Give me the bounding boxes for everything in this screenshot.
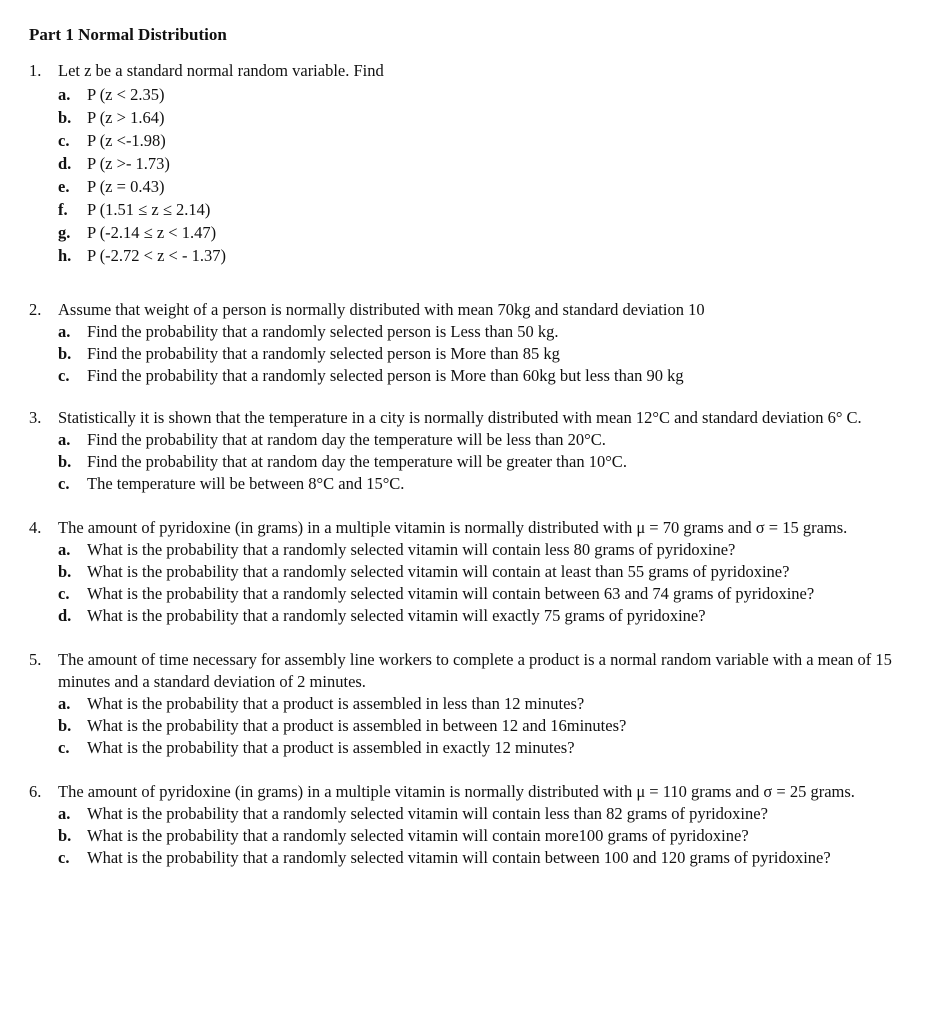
question-1 — [29, 60, 919, 267]
sub-letter: f. — [58, 200, 68, 219]
question-2 — [29, 299, 919, 387]
sub-question — [58, 561, 919, 583]
sub-letter: c. — [58, 584, 70, 603]
sub-text: P (-2.14 ≤ z < 1.47) — [87, 223, 217, 242]
sub-question — [58, 693, 919, 715]
sub-text: P (z > 1.64) — [87, 108, 165, 127]
question-text: Let z be a standard normal random variable. Find — [58, 61, 384, 80]
sub-question — [58, 152, 919, 175]
sub-letter: b. — [58, 344, 72, 363]
sub-letter: b. — [58, 562, 72, 581]
sub-question-list — [58, 693, 919, 759]
sub-letter: a. — [58, 694, 71, 713]
sub-text: What is the probability that a randomly selected vitamin will contain less than 82 grams of pyridoxine? — [87, 804, 768, 823]
sub-question-list — [58, 429, 919, 495]
sub-letter: a. — [58, 804, 71, 823]
question-number: 6. — [29, 782, 42, 801]
sub-text: What is the probability that a randomly selected vitamin will contain more100 grams of pyridoxine? — [87, 826, 749, 845]
sub-letter: d. — [58, 154, 72, 173]
sub-letter: g. — [58, 223, 71, 242]
sub-question — [58, 429, 919, 451]
sub-question — [58, 321, 919, 343]
question-text: The amount of pyridoxine (in grams) in a multiple vitamin is normally distributed with μ = 70 grams and σ = 15 grams. — [58, 518, 848, 537]
sub-letter: c. — [58, 131, 70, 150]
sub-text: Find the probability that a randomly selected person is Less than 50 kg. — [87, 322, 559, 341]
sub-letter: h. — [58, 246, 72, 265]
sub-text: Find the probability that at random day the temperature will be greater than 10°C. — [87, 452, 627, 471]
sub-question — [58, 83, 919, 106]
question-4 — [29, 517, 919, 627]
sub-text: What is the probability that a randomly selected vitamin will exactly 75 grams of pyridoxine? — [87, 606, 706, 625]
question-number: 3. — [29, 408, 42, 427]
sub-question — [58, 198, 919, 221]
sub-text: P (z >- 1.73) — [87, 154, 170, 173]
question-text: The amount of pyridoxine (in grams) in a multiple vitamin is normally distributed with μ = 110 grams and σ = 25 grams. — [58, 782, 855, 801]
sub-question-list — [58, 803, 919, 869]
sub-letter: a. — [58, 322, 71, 341]
sub-letter: a. — [58, 85, 71, 104]
question-number: 5. — [29, 650, 42, 669]
sub-text: What is the probability that a product is assembled in exactly 12 minutes? — [87, 738, 575, 757]
sub-question — [58, 343, 919, 365]
sub-question — [58, 451, 919, 473]
sub-text: What is the probability that a randomly selected vitamin will contain less 80 grams of pyridoxine? — [87, 540, 736, 559]
sub-text: P (z = 0.43) — [87, 177, 165, 196]
question-6 — [29, 781, 919, 869]
sub-question-list — [58, 321, 919, 387]
sub-text: P (z <-1.98) — [87, 131, 166, 150]
sub-question — [58, 175, 919, 198]
sub-text: What is the probability that a randomly selected vitamin will contain at least than 55 grams of pyridoxine? — [87, 562, 790, 581]
sub-question — [58, 605, 919, 627]
question-text: Assume that weight of a person is normally distributed with mean 70kg and standard deviation 10 — [58, 300, 705, 319]
question-3 — [29, 407, 919, 495]
sub-text: Find the probability that at random day the temperature will be less than 20°C. — [87, 430, 606, 449]
sub-question — [58, 129, 919, 152]
sub-question — [58, 715, 919, 737]
sub-question — [58, 825, 919, 847]
sub-text: What is the probability that a randomly selected vitamin will contain between 100 and 120 grams of pyridoxine? — [87, 848, 831, 867]
sub-letter: b. — [58, 716, 72, 735]
question-number: 2. — [29, 300, 42, 319]
sub-text: What is the probability that a product is assembled in between 12 and 16minutes? — [87, 716, 627, 735]
sub-letter: a. — [58, 540, 71, 559]
sub-question — [58, 244, 919, 267]
sub-question — [58, 221, 919, 244]
sub-question — [58, 737, 919, 759]
sub-question — [58, 583, 919, 605]
question-text: The amount of time necessary for assembly line workers to complete a product is a normal random variable with a mean of 15 minutes and a standard deviation of 2 minutes. — [58, 650, 892, 691]
sub-letter: c. — [58, 366, 70, 385]
page-title: Part 1 Normal Distribution — [29, 25, 227, 44]
question-text: Statistically it is shown that the temperature in a city is normally distributed with mean 12°C and standard deviation 6° C. — [58, 408, 862, 427]
sub-letter: a. — [58, 430, 71, 449]
question-number: 4. — [29, 518, 42, 537]
sub-text: What is the probability that a product is assembled in less than 12 minutes? — [87, 694, 585, 713]
sub-letter: b. — [58, 108, 72, 127]
sub-text: Find the probability that a randomly selected person is More than 85 kg — [87, 344, 560, 363]
sub-text: What is the probability that a randomly selected vitamin will contain between 63 and 74 grams of pyridoxine? — [87, 584, 815, 603]
sub-letter: c. — [58, 738, 70, 757]
sub-letter: d. — [58, 606, 72, 625]
sub-question — [58, 847, 919, 869]
sub-question-list — [58, 83, 919, 267]
document-page — [29, 24, 919, 869]
sub-question — [58, 106, 919, 129]
sub-text: The temperature will be between 8°C and 15°C. — [87, 474, 405, 493]
sub-text: P (-2.72 < z < - 1.37) — [87, 246, 226, 265]
question-number: 1. — [29, 61, 42, 80]
sub-text: P (1.51 ≤ z ≤ 2.14) — [87, 200, 211, 219]
sub-question-list — [58, 539, 919, 627]
sub-question — [58, 803, 919, 825]
sub-letter: b. — [58, 826, 72, 845]
sub-question — [58, 473, 919, 495]
sub-text: P (z < 2.35) — [87, 85, 165, 104]
question-5 — [29, 649, 919, 759]
sub-letter: e. — [58, 177, 70, 196]
sub-text: Find the probability that a randomly selected person is More than 60kg but less than 90 kg — [87, 366, 684, 385]
sub-question — [58, 365, 919, 387]
sub-question — [58, 539, 919, 561]
sub-letter: b. — [58, 452, 72, 471]
sub-letter: c. — [58, 474, 70, 493]
sub-letter: c. — [58, 848, 70, 867]
